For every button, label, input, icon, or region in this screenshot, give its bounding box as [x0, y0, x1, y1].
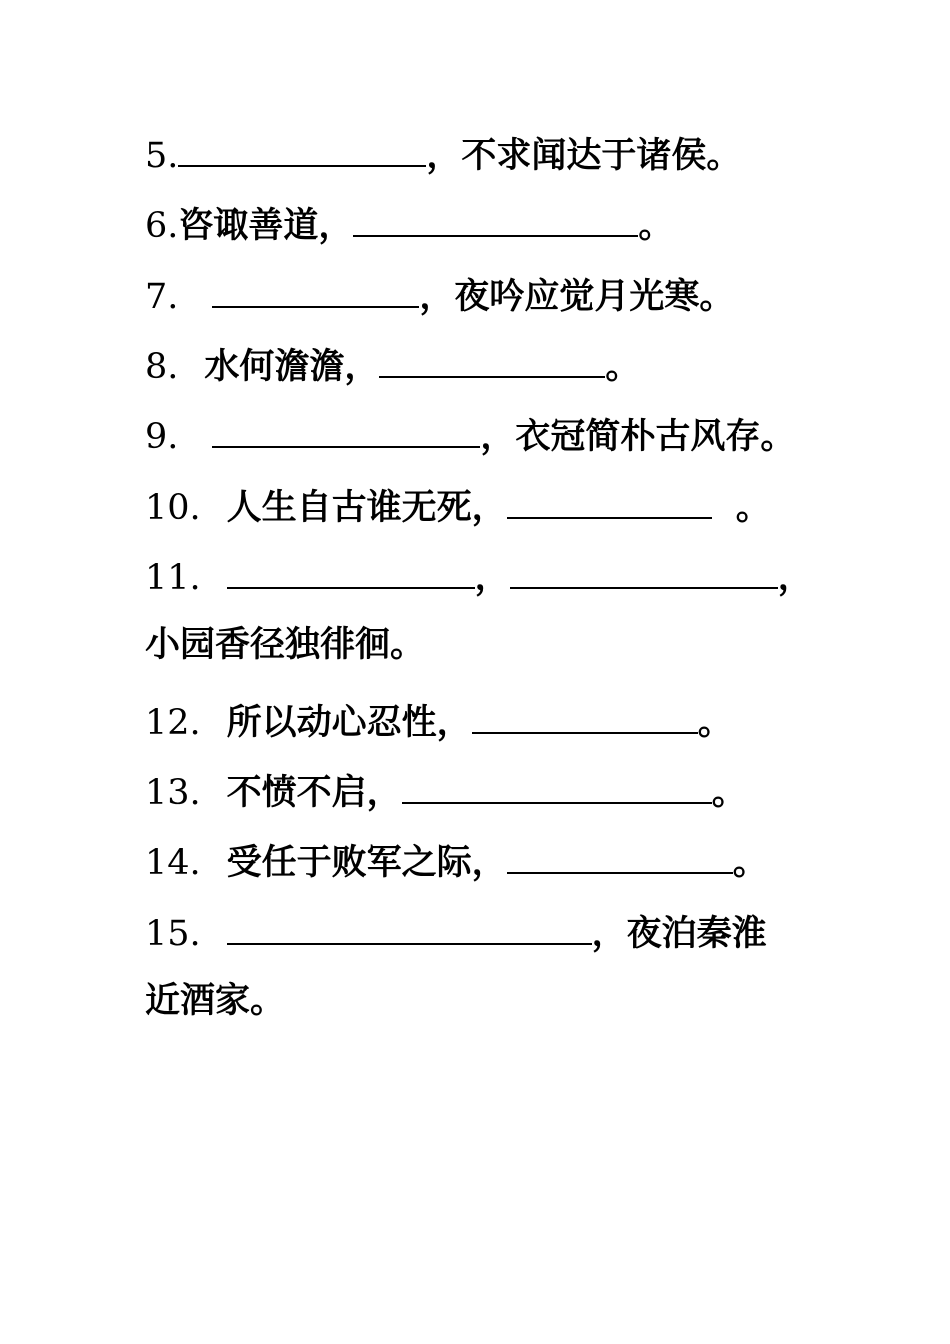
question-14 [145, 832, 768, 882]
question-number: 6. [145, 206, 179, 246]
question-12 [145, 692, 733, 742]
question-text: 人生自古谁无死， [226, 487, 507, 528]
question-text: 近酒家。 [145, 980, 286, 1021]
answer-blank[interactable] [402, 762, 712, 804]
question-text: 不愤不启， [226, 772, 402, 813]
question-text: 。 [735, 487, 771, 528]
answer-blank[interactable] [227, 547, 475, 589]
question-number: 7. [145, 277, 179, 317]
question-5 [145, 125, 741, 175]
question-text: 。 [697, 702, 733, 743]
answer-blank[interactable] [510, 547, 778, 589]
answer-blank[interactable] [353, 195, 638, 237]
question-number: 14. [145, 843, 201, 883]
question-text: 受任于败军之际， [226, 842, 507, 883]
question-text: ，夜吟应觉月光寒。 [419, 276, 735, 317]
question-text: ， [777, 557, 813, 598]
question-number: 11. [145, 558, 201, 598]
answer-blank[interactable] [212, 266, 419, 308]
question-text: 小园香径独徘徊。 [145, 624, 426, 665]
question-text: 。 [638, 205, 674, 246]
question-text: 。 [711, 772, 747, 813]
question-15-continued [145, 976, 285, 1026]
question-text: 咨诹善道， [178, 205, 354, 246]
question-number: 15. [145, 914, 201, 954]
question-9 [145, 406, 795, 456]
question-number: 9. [145, 417, 179, 457]
question-text: ， [474, 557, 510, 598]
answer-blank[interactable] [379, 336, 605, 378]
question-number: 13. [145, 773, 201, 813]
answer-blank[interactable] [212, 406, 480, 448]
question-text: 所以动心忍性， [226, 702, 472, 743]
question-number: 8. [145, 347, 179, 387]
question-number: 12. [145, 703, 201, 743]
answer-blank[interactable] [472, 692, 698, 734]
question-text: 水何澹澹， [204, 346, 380, 387]
answer-blank[interactable] [507, 832, 733, 874]
answer-blank[interactable] [178, 125, 426, 167]
question-number: 5. [145, 136, 179, 176]
question-text: ，不求闻达于诸侯。 [426, 135, 742, 176]
question-text: 。 [605, 346, 641, 387]
question-11 [145, 547, 813, 597]
question-8 [145, 336, 640, 386]
question-7 [145, 266, 734, 316]
answer-blank[interactable] [507, 477, 712, 519]
question-10 [145, 477, 771, 527]
question-15 [145, 903, 767, 953]
question-text: ，夜泊秦淮 [591, 913, 767, 954]
question-11-continued [145, 620, 425, 670]
question-text: ，衣冠简朴古风存。 [480, 416, 796, 457]
question-6 [145, 195, 673, 245]
question-13 [145, 762, 747, 812]
answer-blank[interactable] [227, 903, 592, 945]
question-number: 10. [145, 488, 201, 528]
question-text: 。 [732, 842, 768, 883]
